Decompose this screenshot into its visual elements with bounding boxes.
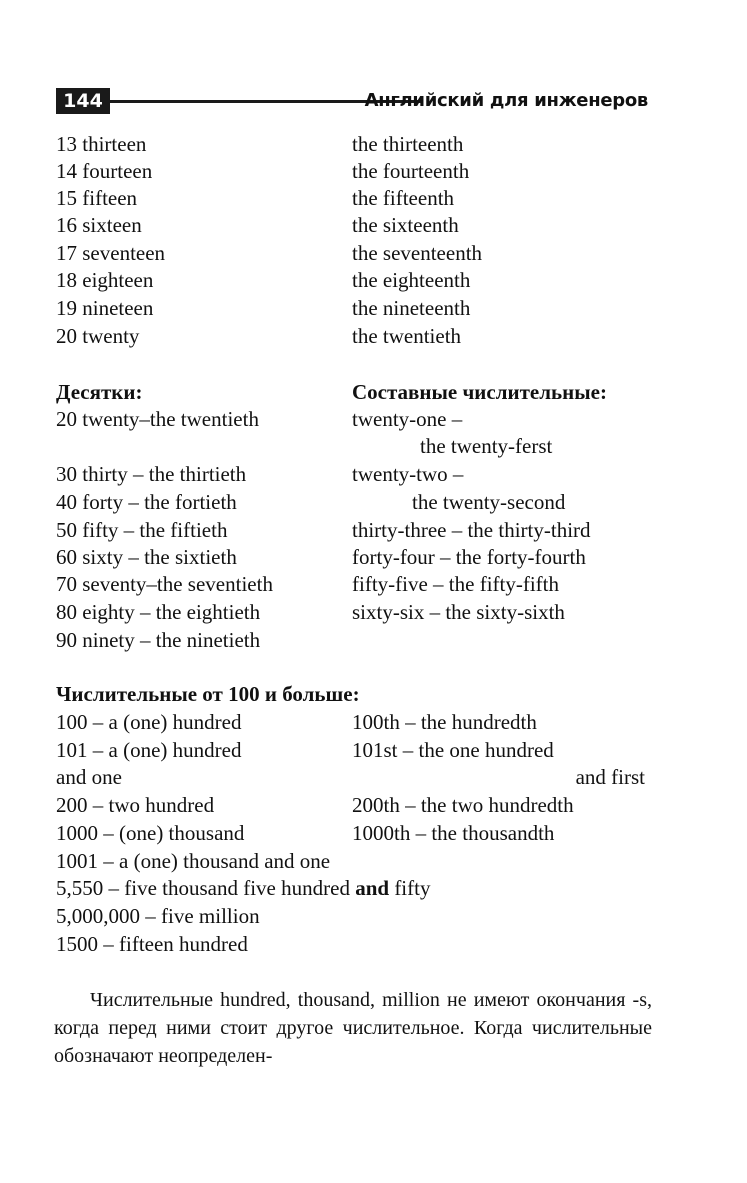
compound-44: forty-four – the forty-fourth <box>352 545 586 569</box>
compound-21: twenty-one – <box>352 407 463 431</box>
tens-20: 20 twenty–the twentieth <box>56 407 259 431</box>
ordinal-20: the twentieth <box>352 324 462 348</box>
hundreds-heading: Числительные от 100 и больше: <box>56 682 360 706</box>
cardinal-16: 16 sixteen <box>56 213 142 237</box>
hundreds-200: 200 – two hundred <box>56 793 215 817</box>
tens-heading: Десятки: <box>56 380 143 404</box>
hundreds-100th: 100th – the hundredth <box>352 710 537 734</box>
hundreds-101-cont: and one <box>56 765 122 789</box>
hundreds-200th: 200th – the two hundredth <box>352 793 574 817</box>
ordinal-14: the fourteenth <box>352 159 470 183</box>
compound-66: sixty-six – the sixty-sixth <box>352 600 565 624</box>
hundreds-101st-cont: and first <box>575 765 645 789</box>
cardinal-18: 18 eighteen <box>56 268 154 292</box>
hundreds-1001: 1001 – a (one) thousand and one <box>56 849 331 873</box>
tens-70: 70 seventy–the seventieth <box>56 572 273 596</box>
paragraph-text: Числительные hundred, thousand, million не имеют окончания -s, когда перед ними стоит другое числительное. Когда числительные обозначают неопределен- <box>54 989 652 1067</box>
hundreds-101: 101 – a (one) hundred <box>56 738 242 762</box>
cardinal-20: 20 twenty <box>56 324 140 348</box>
body-paragraph <box>54 986 652 1070</box>
ordinal-13: the thirteenth <box>352 132 464 156</box>
cardinal-15: 15 fifteen <box>56 186 138 210</box>
compound-55: fifty-five – the fifty-fifth <box>352 572 560 596</box>
compound-21-ordinal: the twenty-ferst <box>420 434 553 458</box>
hundreds-5000000: 5,000,000 – five million <box>56 904 260 928</box>
hundreds-5550-a: 5,550 – five thousand five hundred <box>56 876 356 900</box>
tens-80: 80 eighty – the eightieth <box>56 600 261 624</box>
cardinal-19: 19 nineteen <box>56 296 154 320</box>
tens-60: 60 sixty – the sixtieth <box>56 545 237 569</box>
ordinal-16: the sixteenth <box>352 213 459 237</box>
tens-30: 30 thirty – the thirtieth <box>56 462 247 486</box>
hundreds-1500: 1500 – fifteen hundred <box>56 932 248 956</box>
ordinal-18: the eighteenth <box>352 268 471 292</box>
hundreds-101st: 101st – the one hundred <box>352 738 554 762</box>
compound-33: thirty-three – the thirty-third <box>352 518 591 542</box>
cardinal-14: 14 fourteen <box>56 159 153 183</box>
compound-heading: Составные числительные: <box>352 380 607 404</box>
ordinal-19: the nineteenth <box>352 296 471 320</box>
running-title: Английский для инженеров <box>364 90 648 111</box>
hundreds-1000: 1000 – (one) thousand <box>56 821 245 845</box>
hundreds-5550 <box>56 875 430 902</box>
hundreds-1000th: 1000th – the thousandth <box>352 821 555 845</box>
hundreds-5550-and: and <box>355 876 390 900</box>
compound-22-ordinal: the twenty-second <box>412 490 566 514</box>
ordinal-17: the seventeenth <box>352 241 483 265</box>
hundreds-5550-c: fifty <box>389 876 431 900</box>
tens-40: 40 forty – the fortieth <box>56 490 237 514</box>
cardinal-13: 13 thirteen <box>56 132 147 156</box>
page-number: 144 <box>56 88 110 114</box>
ordinal-15: the fifteenth <box>352 186 455 210</box>
compound-22: twenty-two – <box>352 462 464 486</box>
tens-50: 50 fifty – the fiftieth <box>56 518 228 542</box>
page-header <box>56 88 648 116</box>
hundreds-100: 100 – a (one) hundred <box>56 710 242 734</box>
tens-90: 90 ninety – the ninetieth <box>56 628 261 652</box>
cardinal-17: 17 seventeen <box>56 241 166 265</box>
